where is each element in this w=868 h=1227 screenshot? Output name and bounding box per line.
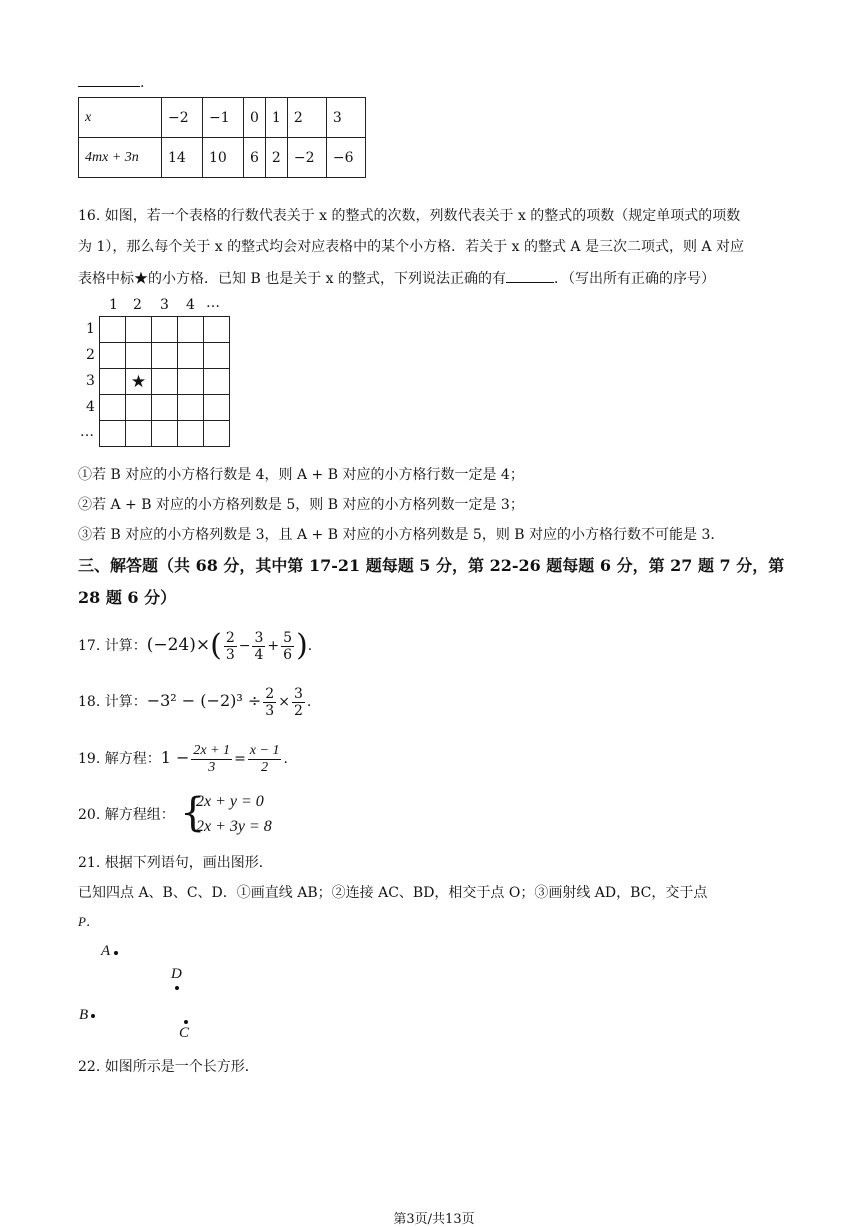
table-cell: 14 — [162, 138, 203, 178]
row-label: 2 — [86, 347, 95, 363]
point-label-a: A — [101, 943, 111, 959]
table-cell: −6 — [326, 138, 365, 178]
col-label: … — [206, 295, 220, 311]
section-heading: 三、解答题（共 68 分，其中第 17-21 题每题 5 分，第 22-26 题每题 6 分，第 27 题 7 分，第 — [78, 556, 785, 575]
q16-option-1: ①若 B 对应的小方格行数是 4，则 A + B 对应的小方格行数一定是 4； — [78, 467, 524, 483]
point-label-b: B — [79, 1007, 89, 1023]
q16-line3: 表格中标★的小方格．已知 B 也是关于 x 的整式，下列说法正确的有 ．（写出所有正确的序号） — [78, 268, 715, 288]
point-label-c: C — [179, 1025, 190, 1041]
table-row — [79, 138, 366, 178]
point-a — [114, 951, 118, 955]
section-heading-cont: 28 题 6 分） — [78, 588, 177, 607]
point-b — [91, 1014, 95, 1018]
table-cell: −2 — [287, 138, 326, 178]
row-label: 4 — [86, 399, 95, 415]
q16-line1: 16. 如图，若一个表格的行数代表关于 x 的整式的次数，列数代表关于 x 的整式的项数（规定单项式的项数 — [78, 208, 741, 224]
term-degree-grid — [99, 316, 230, 447]
table-cell: 10 — [203, 138, 244, 178]
table-row — [79, 98, 366, 138]
q22-line1: 22. 如图所示是一个长方形． — [78, 1059, 259, 1075]
point-label-d: D — [171, 966, 182, 982]
point-c — [184, 1020, 188, 1024]
q21-line2: 已知四点 A、B、C、D．①画直线 AB；②连接 AC、BD，相交于点 O；③画射线 AD，BC，交于点 — [78, 885, 708, 901]
table-cell: 2 — [265, 138, 287, 178]
brace: { — [180, 790, 206, 836]
value-table — [78, 97, 366, 178]
page-footer: 第3页/共13页 — [393, 1212, 475, 1227]
equation-2: 2x + 3y = 8 — [196, 818, 272, 835]
q21-line1: 21. 根据下列语句，画出图形． — [78, 855, 273, 871]
table-cell: −2 — [162, 98, 203, 138]
table-cell: x — [79, 98, 162, 138]
table-cell: −1 — [203, 98, 244, 138]
q15-answer-line: . — [78, 72, 144, 92]
row-label: … — [80, 424, 94, 440]
point-d — [175, 986, 179, 990]
row-label: 1 — [86, 321, 95, 337]
col-label: 1 — [109, 297, 118, 313]
table-cell: 6 — [244, 138, 266, 178]
q16-option-2: ②若 A + B 对应的小方格列数是 5，则 B 对应的小方格列数一定是 3； — [78, 497, 524, 513]
col-label: 4 — [186, 297, 195, 313]
table-cell: 2 — [287, 98, 326, 138]
q16-line2: 为 1），那么每个关于 x 的整式均会对应表格中的某个小方格．若关于 x 的整式 A 是三次二项式，则 A 对应 — [78, 239, 744, 255]
q17: 17. 计算：(−24)×( $\frac{2}{3}$ − $\frac{3}{4}$ + $\frac{5}{6}$ ). — [78, 628, 313, 663]
row-label: 3 — [86, 373, 95, 389]
q19: 19. 解方程：1 − $\frac{2x + 1}{3}$ = $\frac{x - 1}{2}$ . — [78, 742, 288, 775]
q16-option-3: ③若 B 对应的小方格列数是 3，且 A + B 对应的小方格列数是 5，则 B 对应的小方格行数不可能是 3． — [78, 527, 725, 543]
answer-blank — [78, 72, 140, 87]
table-cell: 4mx + 3n — [79, 138, 162, 178]
q20-label: 20. 解方程组： — [78, 807, 175, 823]
q18: 18. 计算：−3² − (−2)³ ÷ $\frac{2}{3}$ × $\frac{3}{2}$ . — [78, 685, 312, 719]
q21-line3: P． — [78, 914, 99, 929]
star-icon: ★ — [126, 369, 152, 395]
table-cell: 1 — [265, 98, 287, 138]
table-cell: 3 — [326, 98, 365, 138]
table-cell: 0 — [244, 98, 266, 138]
col-label: 2 — [133, 297, 142, 313]
equation-1: 2x + y = 0 — [196, 793, 264, 810]
col-label: 3 — [160, 297, 169, 313]
answer-blank — [506, 268, 554, 283]
